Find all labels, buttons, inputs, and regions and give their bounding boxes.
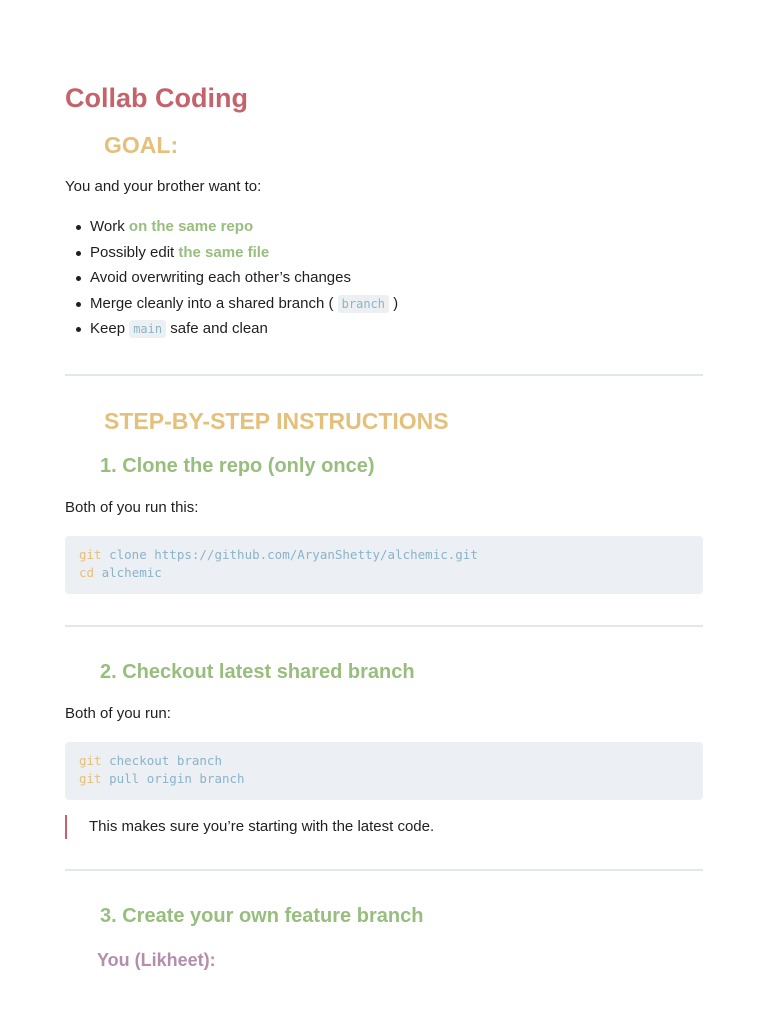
goal-item-post: ) <box>393 294 399 312</box>
code-args: clone https://github.com/AryanShetty/alchemic.git <box>101 547 478 562</box>
goal-item <box>90 243 398 269</box>
step1-heading: 1. Clone the repo (only once) <box>100 455 375 477</box>
code-command: cd <box>79 565 95 580</box>
divider <box>65 374 703 376</box>
goal-item-highlight: on the same repo <box>128 218 254 235</box>
step3-heading: 3. Create your own feature branch <box>100 905 424 927</box>
goal-list <box>65 217 398 345</box>
step3-subheading: You (Likheet): <box>97 950 216 970</box>
goal-intro: You and your brother want to: <box>65 178 262 195</box>
divider <box>65 625 703 627</box>
goal-item-post: safe and clean <box>166 320 268 338</box>
step2-note-blockquote: This makes sure you’re starting with the latest code. <box>65 815 703 839</box>
goal-item <box>90 217 398 243</box>
code-line <box>79 752 689 770</box>
step2-heading: 2. Checkout latest shared branch <box>100 661 415 683</box>
goal-item <box>90 294 398 320</box>
goal-item <box>90 319 398 345</box>
goal-item-text: Work <box>90 218 129 235</box>
step2-code-block[interactable] <box>65 742 703 800</box>
goal-item-text: Avoid overwriting each other’s changes <box>90 269 351 287</box>
goal-item-highlight: the same file <box>178 243 270 261</box>
goal-item-text: Merge cleanly into a shared branch ( <box>90 294 334 312</box>
code-args: alchemic <box>94 565 162 580</box>
step2-intro: Both of you run: <box>65 705 171 722</box>
code-command: git <box>79 771 102 786</box>
code-args: pull origin branch <box>101 771 245 786</box>
divider <box>65 869 703 871</box>
page-title: Collab Coding <box>65 83 248 113</box>
inline-code-main: main <box>129 320 166 338</box>
goal-heading: GOAL: <box>104 132 179 158</box>
code-args: checkout branch <box>101 753 222 768</box>
inline-code-branch: branch <box>338 295 389 313</box>
code-command: git <box>79 547 102 562</box>
code-line <box>79 770 689 788</box>
step1-code-block[interactable] <box>65 536 703 594</box>
goal-item-text: Possibly edit <box>90 243 179 261</box>
code-command: git <box>79 753 102 768</box>
code-line <box>79 546 689 564</box>
instructions-heading: STEP-BY-STEP INSTRUCTIONS <box>104 408 449 434</box>
goal-item <box>90 268 398 294</box>
code-line <box>79 564 689 582</box>
goal-item-text: Keep <box>90 320 130 338</box>
step1-intro: Both of you run this: <box>65 499 199 516</box>
